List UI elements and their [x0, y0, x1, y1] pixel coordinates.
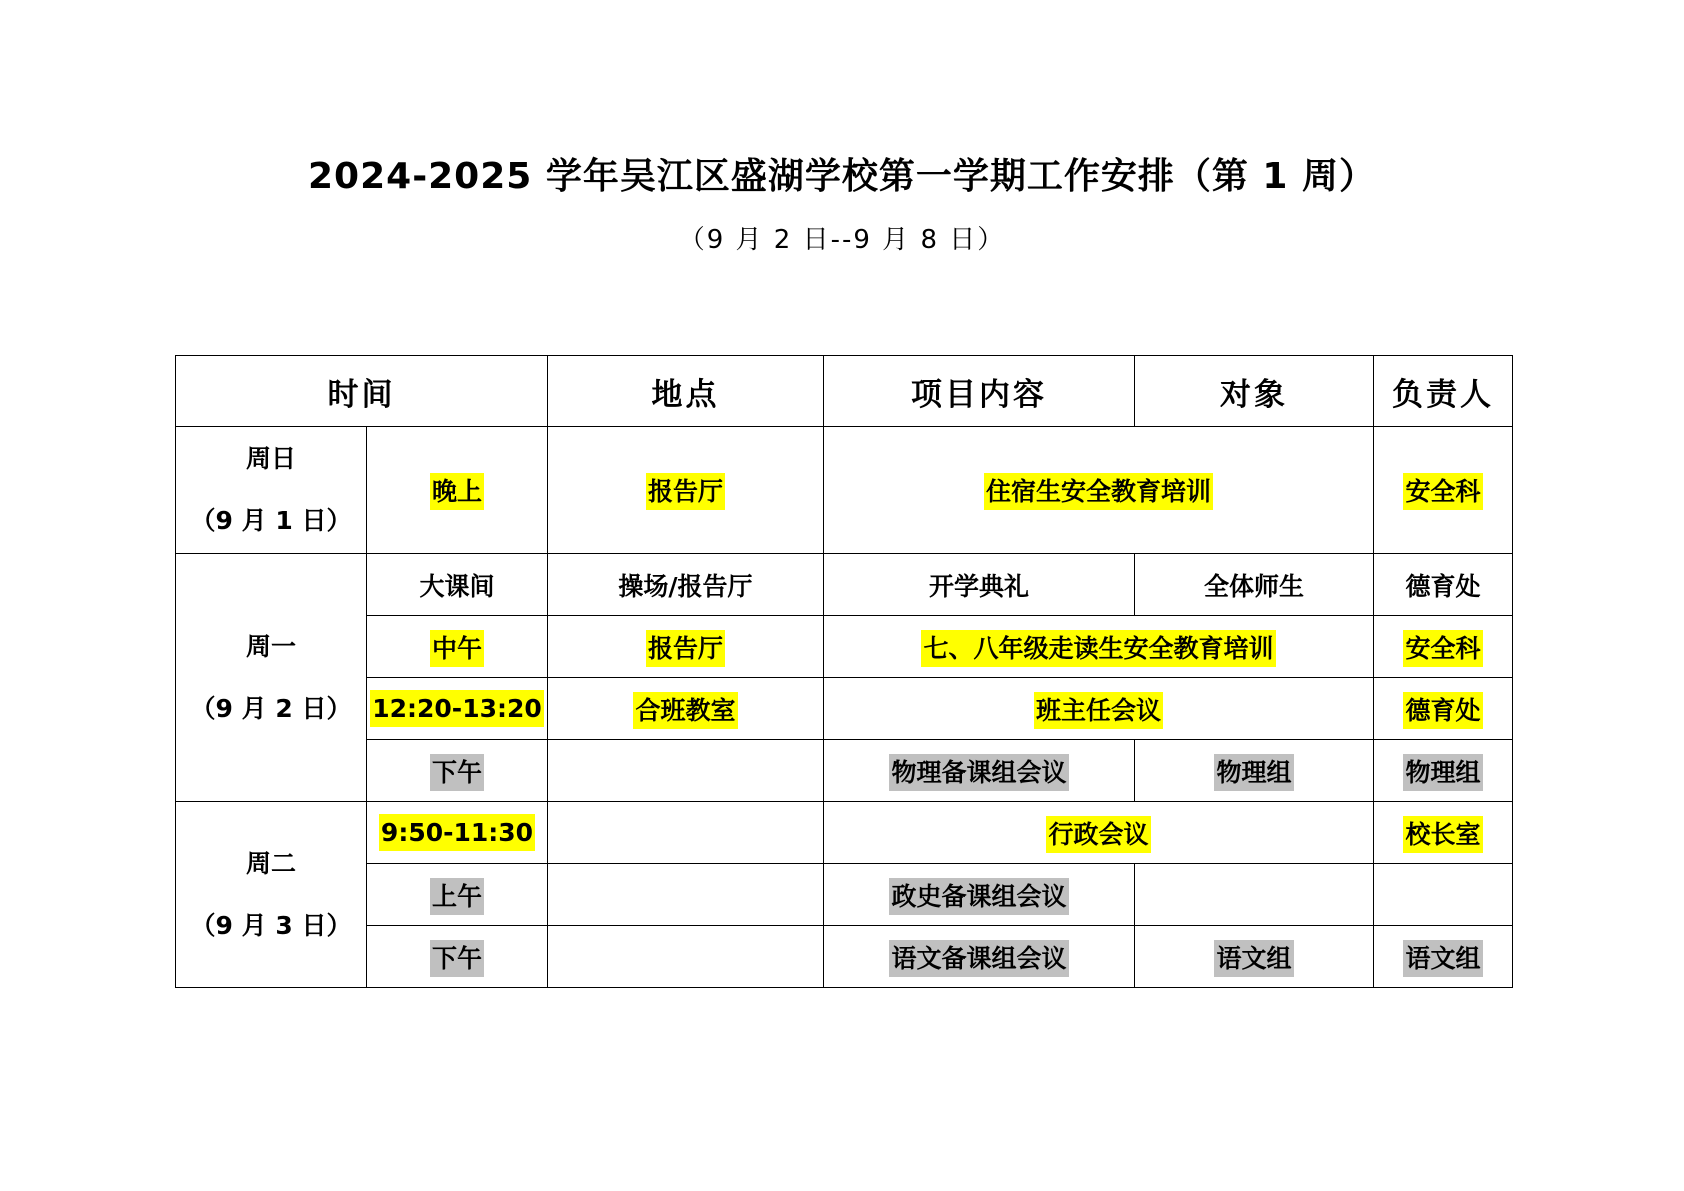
- table-row: [176, 802, 1513, 864]
- content-cell: [824, 864, 1135, 926]
- content-text: 政史备课组会议: [889, 878, 1068, 915]
- content-text: 行政会议: [1046, 816, 1150, 853]
- time-text: 下午: [430, 940, 484, 977]
- content-text: 物理备课组会议: [889, 754, 1068, 791]
- owner-text: 德育处: [1405, 571, 1481, 601]
- table-header-row: [176, 356, 1513, 427]
- table-row: [176, 427, 1513, 554]
- content-cell: [824, 554, 1135, 616]
- content-cell: [824, 678, 1374, 740]
- place-cell: [548, 864, 824, 926]
- day-date: （9 月 2 日）: [190, 693, 352, 723]
- time-cell: [367, 802, 548, 864]
- table-row: [176, 864, 1513, 926]
- owner-cell: [1374, 427, 1513, 554]
- content-text: 住宿生安全教育培训: [984, 473, 1213, 510]
- owner-text: 安全科: [1403, 630, 1482, 667]
- time-text: 9:50-11:30: [379, 814, 535, 851]
- place-cell: [548, 740, 824, 802]
- header-target: 对象: [1135, 356, 1374, 427]
- content-cell: [824, 616, 1374, 678]
- target-cell: [1135, 926, 1374, 988]
- time-cell: [367, 740, 548, 802]
- owner-cell: [1374, 740, 1513, 802]
- schedule-table: [175, 355, 1513, 988]
- owner-text: 德育处: [1403, 692, 1482, 729]
- owner-cell: [1374, 554, 1513, 616]
- place-cell: [548, 678, 824, 740]
- place-cell: [548, 926, 824, 988]
- time-text: 中午: [430, 630, 484, 667]
- content-cell: [824, 926, 1135, 988]
- place-cell: [548, 616, 824, 678]
- table-row: [176, 678, 1513, 740]
- header-place: 地点: [548, 356, 824, 427]
- owner-cell: [1374, 616, 1513, 678]
- content-text: 开学典礼: [928, 571, 1029, 601]
- target-cell: [1135, 554, 1374, 616]
- content-cell: [824, 740, 1135, 802]
- content-text: 语文备课组会议: [889, 940, 1068, 977]
- day-name: 周一: [245, 631, 296, 661]
- target-cell: [1135, 740, 1374, 802]
- time-text: 大课间: [419, 571, 495, 601]
- table-row: [176, 616, 1513, 678]
- day-name: 周日: [245, 444, 296, 473]
- content-text: 班主任会议: [1034, 692, 1163, 729]
- target-text: 语文组: [1214, 940, 1293, 977]
- place-text: 合班教室: [633, 692, 737, 729]
- target-text: 全体师生: [1203, 571, 1304, 601]
- time-cell: [367, 926, 548, 988]
- content-text: 七、八年级走读生安全教育培训: [921, 630, 1275, 667]
- content-cell: [824, 427, 1374, 554]
- day-name: 周二: [245, 848, 296, 878]
- table-row: [176, 740, 1513, 802]
- header-owner: 负责人: [1374, 356, 1513, 427]
- time-cell: [367, 616, 548, 678]
- day-date: （9 月 3 日）: [190, 910, 352, 940]
- owner-text: 安全科: [1403, 473, 1482, 510]
- owner-text: 校长室: [1403, 816, 1482, 853]
- place-cell: [548, 427, 824, 554]
- time-cell: [367, 554, 548, 616]
- owner-cell: [1374, 926, 1513, 988]
- owner-cell: [1374, 678, 1513, 740]
- place-cell: [548, 554, 824, 616]
- target-text: 物理组: [1214, 754, 1293, 791]
- time-text: 晚上: [430, 473, 484, 510]
- time-text: 下午: [430, 754, 484, 791]
- header-time: 时间: [176, 356, 548, 427]
- page-subtitle: （9 月 2 日--9 月 8 日）: [678, 225, 1006, 255]
- table-row: [176, 554, 1513, 616]
- page-title: 2024-2025 学年吴江区盛湖学校第一学期工作安排（第 1 周）: [308, 156, 1376, 197]
- day-date: （9 月 1 日）: [190, 506, 352, 535]
- time-cell: [367, 678, 548, 740]
- place-text: 报告厅: [646, 473, 725, 510]
- place-text: 报告厅: [646, 630, 725, 667]
- time-text: 12:20-13:20: [370, 690, 544, 727]
- day-cell-sunday: [176, 427, 367, 554]
- place-cell: [548, 802, 824, 864]
- owner-text: 物理组: [1403, 754, 1482, 791]
- time-cell: [367, 427, 548, 554]
- time-text: 上午: [430, 878, 484, 915]
- owner-text: 语文组: [1403, 940, 1482, 977]
- owner-cell: [1374, 864, 1513, 926]
- target-cell: [1135, 864, 1374, 926]
- day-cell-tuesday: [176, 802, 367, 988]
- header-content: 项目内容: [824, 356, 1135, 427]
- time-cell: [367, 864, 548, 926]
- content-cell: [824, 802, 1374, 864]
- table-row: [176, 926, 1513, 988]
- place-text: 操场/报告厅: [618, 571, 753, 601]
- day-cell-monday: [176, 554, 367, 802]
- owner-cell: [1374, 802, 1513, 864]
